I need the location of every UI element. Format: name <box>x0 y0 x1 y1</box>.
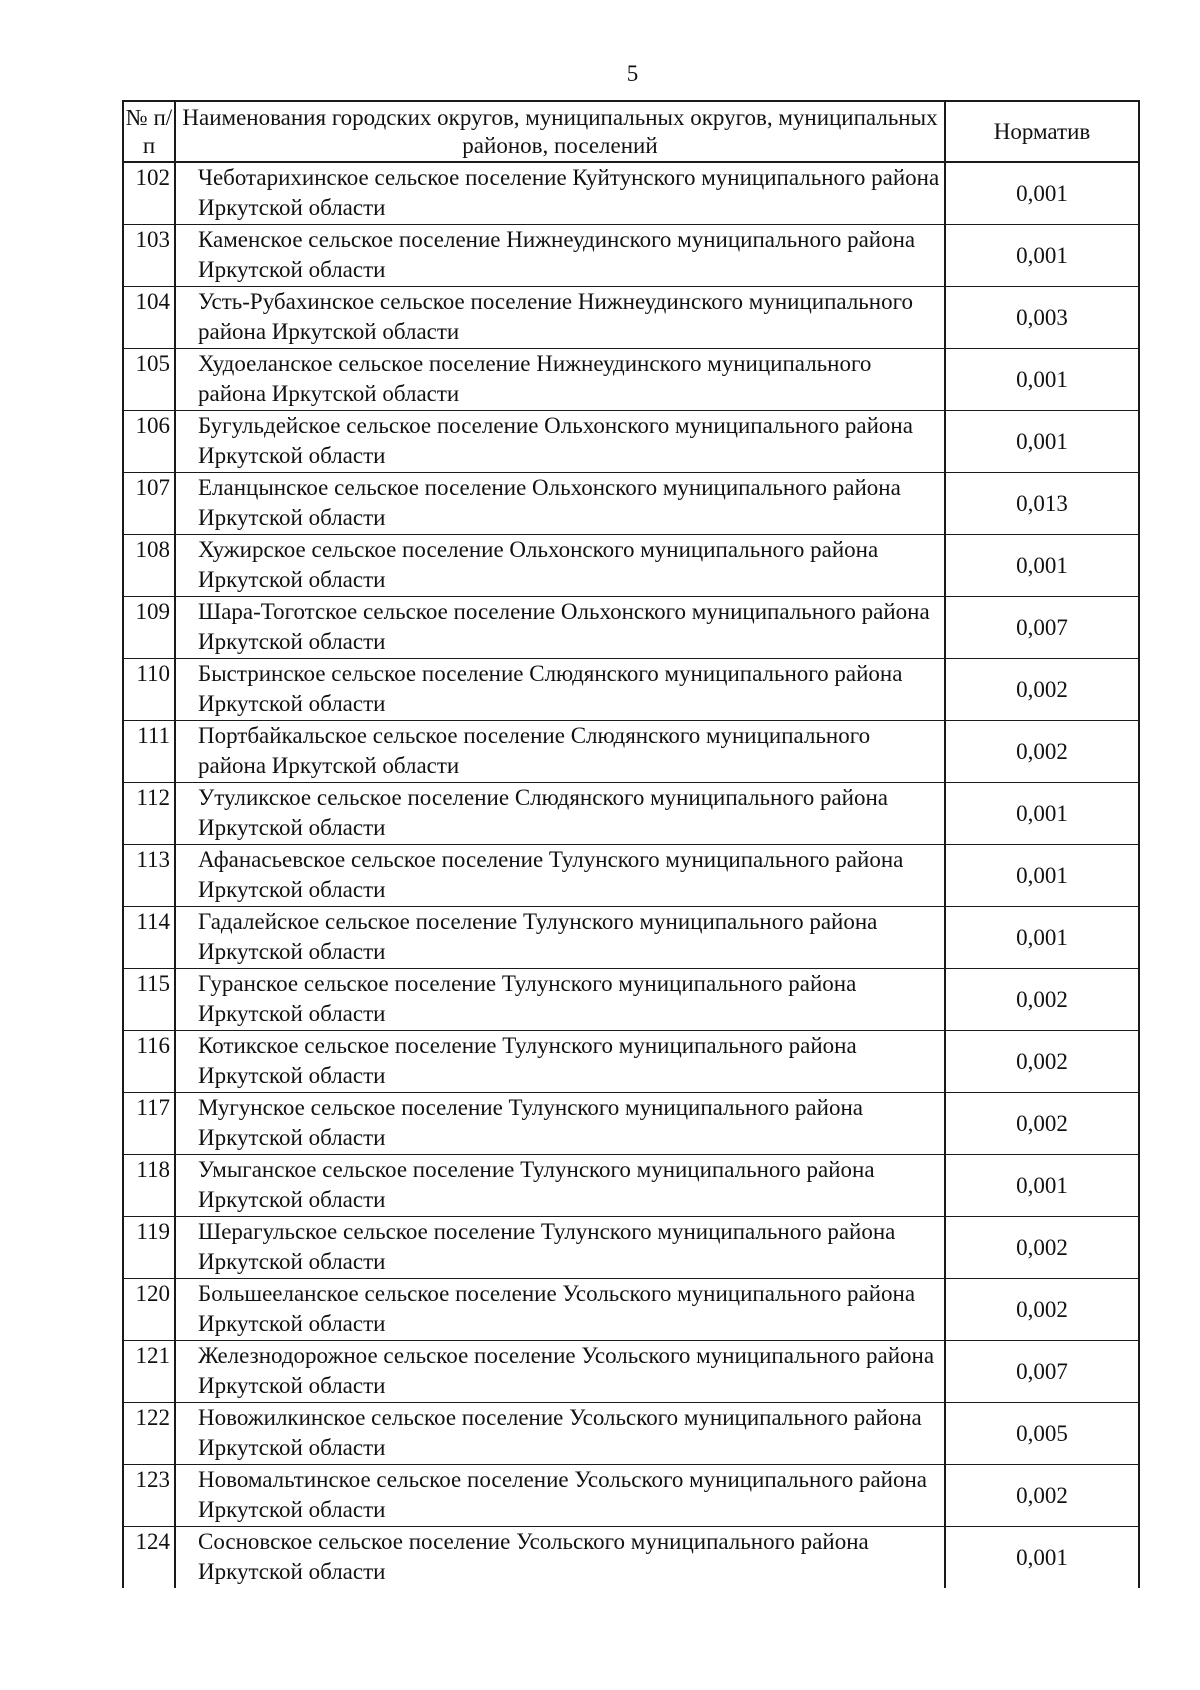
row-name: Еланцынское сельское поселение Ольхонского муниципального района Иркутской области <box>175 473 945 535</box>
header-num: № п/п <box>123 101 175 162</box>
row-norm: 0,003 <box>945 287 1139 349</box>
row-number: 106 <box>123 411 175 473</box>
row-norm: 0,002 <box>945 1465 1139 1527</box>
row-norm: 0,007 <box>945 1341 1139 1403</box>
page-number: 5 <box>626 61 639 86</box>
row-number: 121 <box>123 1341 175 1403</box>
row-number: 117 <box>123 1093 175 1155</box>
table-row <box>123 1217 1139 1279</box>
row-number: 112 <box>123 783 175 845</box>
row-number: 109 <box>123 597 175 659</box>
row-number: 111 <box>123 721 175 783</box>
table-row <box>123 1465 1139 1527</box>
row-name: Каменское сельское поселение Нижнеудинского муниципального района Иркутской области <box>175 225 945 287</box>
row-number: 113 <box>123 845 175 907</box>
row-name: Котикское сельское поселение Тулунского муниципального района Иркутской области <box>175 1031 945 1093</box>
table-row <box>123 597 1139 659</box>
header-norm: Норматив <box>945 101 1139 162</box>
row-number: 116 <box>123 1031 175 1093</box>
table-row <box>123 845 1139 907</box>
row-norm: 0,002 <box>945 1217 1139 1279</box>
row-norm: 0,002 <box>945 659 1139 721</box>
row-number: 119 <box>123 1217 175 1279</box>
row-norm: 0,002 <box>945 721 1139 783</box>
row-name: Портбайкальское сельское поселение Слюдянского муниципального района Иркутской области <box>175 721 945 783</box>
table-row <box>123 225 1139 287</box>
row-name: Афанасьевское сельское поселение Тулунского муниципального района Иркутской области <box>175 845 945 907</box>
row-norm: 0,001 <box>945 907 1139 969</box>
table-row <box>123 969 1139 1031</box>
row-number: 115 <box>123 969 175 1031</box>
row-norm: 0,001 <box>945 225 1139 287</box>
table-row <box>123 1155 1139 1217</box>
row-name: Гуранское сельское поселение Тулунского муниципального района Иркутской области <box>175 969 945 1031</box>
table-row <box>123 1279 1139 1341</box>
row-name: Умыганское сельское поселение Тулунского муниципального района Иркутской области <box>175 1155 945 1217</box>
row-number: 122 <box>123 1403 175 1465</box>
row-name: Быстринское сельское поселение Слюдянского муниципального района Иркутской области <box>175 659 945 721</box>
table-row <box>123 287 1139 349</box>
table-row <box>123 1341 1139 1403</box>
table-header-row <box>123 101 1139 162</box>
table-row <box>123 473 1139 535</box>
row-norm: 0,001 <box>945 349 1139 411</box>
table-row <box>123 1527 1139 1589</box>
row-norm: 0,002 <box>945 1093 1139 1155</box>
table-row <box>123 1093 1139 1155</box>
table-row <box>123 411 1139 473</box>
row-norm: 0,001 <box>945 411 1139 473</box>
row-norm: 0,001 <box>945 1527 1139 1589</box>
row-name: Усть-Рубахинское сельское поселение Нижнеудинского муниципального района Иркутской области <box>175 287 945 349</box>
header-name: Наименования городских округов, муниципальных округов, муниципальных районов, поселений <box>175 101 945 162</box>
row-norm: 0,001 <box>945 783 1139 845</box>
row-number: 124 <box>123 1527 175 1589</box>
table-row <box>123 1031 1139 1093</box>
row-name: Хужирское сельское поселение Ольхонского муниципального района Иркутской области <box>175 535 945 597</box>
row-norm: 0,005 <box>945 1403 1139 1465</box>
row-norm: 0,002 <box>945 969 1139 1031</box>
row-name: Новожилкинское сельское поселение Усольского муниципального района Иркутской области <box>175 1403 945 1465</box>
row-name: Большееланское сельское поселение Усольского муниципального района Иркутской области <box>175 1279 945 1341</box>
row-number: 108 <box>123 535 175 597</box>
table-row <box>123 659 1139 721</box>
row-name: Чеботарихинское сельское поселение Куйтунского муниципального района Иркутской области <box>175 162 945 225</box>
row-norm: 0,013 <box>945 473 1139 535</box>
row-number: 118 <box>123 1155 175 1217</box>
row-number: 120 <box>123 1279 175 1341</box>
row-number: 104 <box>123 287 175 349</box>
row-name: Мугунское сельское поселение Тулунского муниципального района Иркутской области <box>175 1093 945 1155</box>
row-number: 114 <box>123 907 175 969</box>
row-norm: 0,002 <box>945 1279 1139 1341</box>
table-row <box>123 783 1139 845</box>
row-name: Гадалейское сельское поселение Тулунского муниципального района Иркутской области <box>175 907 945 969</box>
row-number: 123 <box>123 1465 175 1527</box>
row-norm: 0,007 <box>945 597 1139 659</box>
table-row <box>123 907 1139 969</box>
table-row <box>123 535 1139 597</box>
row-norm: 0,001 <box>945 162 1139 225</box>
norms-table <box>122 100 1140 1588</box>
table-row <box>123 162 1139 225</box>
row-name: Шара-Тоготское сельское поселение Ольхонского муниципального района Иркутской области <box>175 597 945 659</box>
row-name: Бугульдейское сельское поселение Ольхонского муниципального района Иркутской области <box>175 411 945 473</box>
row-number: 105 <box>123 349 175 411</box>
row-number: 103 <box>123 225 175 287</box>
row-name: Сосновское сельское поселение Усольского муниципального района Иркутской области <box>175 1527 945 1589</box>
table-row <box>123 1403 1139 1465</box>
table-body <box>123 162 1139 1588</box>
row-name: Утуликское сельское поселение Слюдянского муниципального района Иркутской области <box>175 783 945 845</box>
row-number: 102 <box>123 162 175 225</box>
row-number: 110 <box>123 659 175 721</box>
row-name: Худоеланское сельское поселение Нижнеудинского муниципального района Иркутской области <box>175 349 945 411</box>
table-row <box>123 721 1139 783</box>
row-norm: 0,001 <box>945 535 1139 597</box>
row-norm: 0,002 <box>945 1031 1139 1093</box>
row-name: Новомальтинское сельское поселение Усольского муниципального района Иркутской области <box>175 1465 945 1527</box>
row-norm: 0,001 <box>945 845 1139 907</box>
row-norm: 0,001 <box>945 1155 1139 1217</box>
row-name: Железнодорожное сельское поселение Усольского муниципального района Иркутской области <box>175 1341 945 1403</box>
row-number: 107 <box>123 473 175 535</box>
row-name: Шерагульское сельское поселение Тулунского муниципального района Иркутской области <box>175 1217 945 1279</box>
table-row <box>123 349 1139 411</box>
